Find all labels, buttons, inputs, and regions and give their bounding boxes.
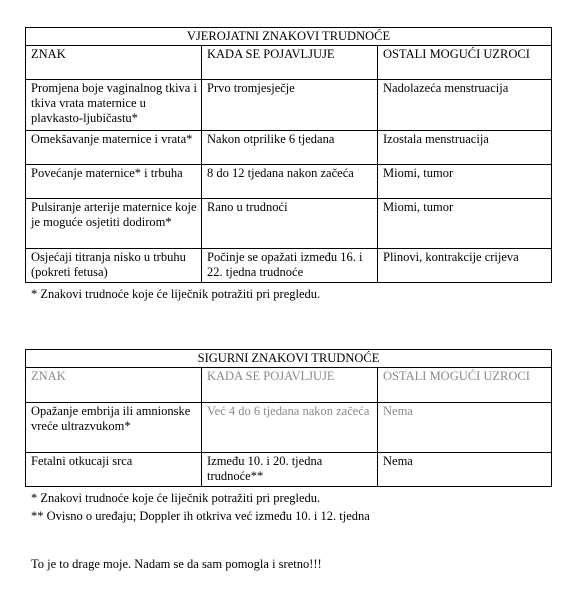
cell-other-causes: Miomi, tumor	[378, 165, 552, 199]
header-other-causes: OSTALI MOGUĆI UZROCI	[378, 46, 552, 80]
cell-sign: Fetalni otkucaji srca	[26, 453, 202, 487]
cell-other-causes: Miomi, tumor	[378, 199, 552, 249]
certain-signs-table	[25, 349, 552, 487]
cell-other-causes: Nadolazeća menstruacija	[378, 80, 552, 131]
cell-sign: Omekšavanje maternice i vrata*	[26, 131, 202, 165]
cell-sign: Opažanje embrija ili amnionske vreće ultrazvukom*	[26, 403, 202, 453]
table-row	[26, 403, 552, 453]
cell-when: Počinje se opažati između 16. i 22. tjedna trudnoće	[202, 249, 378, 283]
footnote: * Znakovi trudnoće koje će liječnik potražiti pri pregledu.	[31, 491, 321, 505]
header-other-causes: OSTALI MOGUĆI UZROCI	[378, 368, 552, 403]
table-title-row	[26, 350, 552, 368]
table-row	[26, 453, 552, 487]
cell-when: Rano u trudnoći	[202, 199, 378, 249]
table-header-row	[26, 368, 552, 403]
cell-when: Između 10. i 20. tjedna trudnoće**	[202, 453, 378, 487]
cell-sign: Promjena boje vaginalnog tkiva i tkiva vrata maternice u plavkasto-ljubičastu*	[26, 80, 202, 131]
cell-when: Prvo tromjesječje	[202, 80, 378, 131]
cell-sign: Pulsiranje arterije maternice koje je moguće osjetiti dodirom*	[26, 199, 202, 249]
header-when: KADA SE POJAVLJUJE	[202, 46, 378, 80]
table-row	[26, 80, 552, 131]
closing-text: To je to drage moje. Nadam se da sam pomogla i sretno!!!	[31, 557, 322, 571]
cell-when: 8 do 12 tjedana nakon začeća	[202, 165, 378, 199]
cell-sign: Povećanje maternice* i trbuha	[26, 165, 202, 199]
cell-other-causes: Plinovi, kontrakcije crijeva	[378, 249, 552, 283]
cell-sign: Osjećaji titranja nisko u trbuhu (pokreti fetusa)	[26, 249, 202, 283]
probable-signs-table	[25, 27, 552, 283]
table-title-row	[26, 28, 552, 46]
cell-other-causes: Izostala menstruacija	[378, 131, 552, 165]
cell-when: Već 4 do 6 tjedana nakon začeća	[202, 403, 378, 453]
table-title: VJEROJATNI ZNAKOVI TRUDNOĆE	[26, 28, 552, 46]
table-row	[26, 199, 552, 249]
header-when: KADA SE POJAVLJUJE	[202, 368, 378, 403]
footnote-device: ** Ovisno o uređaju; Doppler ih otkriva već između 10. i 12. tjedna	[31, 509, 370, 523]
table-row	[26, 249, 552, 283]
table-title: SIGURNI ZNAKOVI TRUDNOĆE	[26, 350, 552, 368]
cell-other-causes: Nema	[378, 403, 552, 453]
table-row	[26, 165, 552, 199]
header-sign: ZNAK	[26, 46, 202, 80]
table-header-row	[26, 46, 552, 80]
cell-other-causes: Nema	[378, 453, 552, 487]
table-row	[26, 131, 552, 165]
header-sign: ZNAK	[26, 368, 202, 403]
footnote: * Znakovi trudnoće koje će liječnik potražiti pri pregledu.	[31, 287, 321, 301]
cell-when: Nakon otprilike 6 tjedana	[202, 131, 378, 165]
